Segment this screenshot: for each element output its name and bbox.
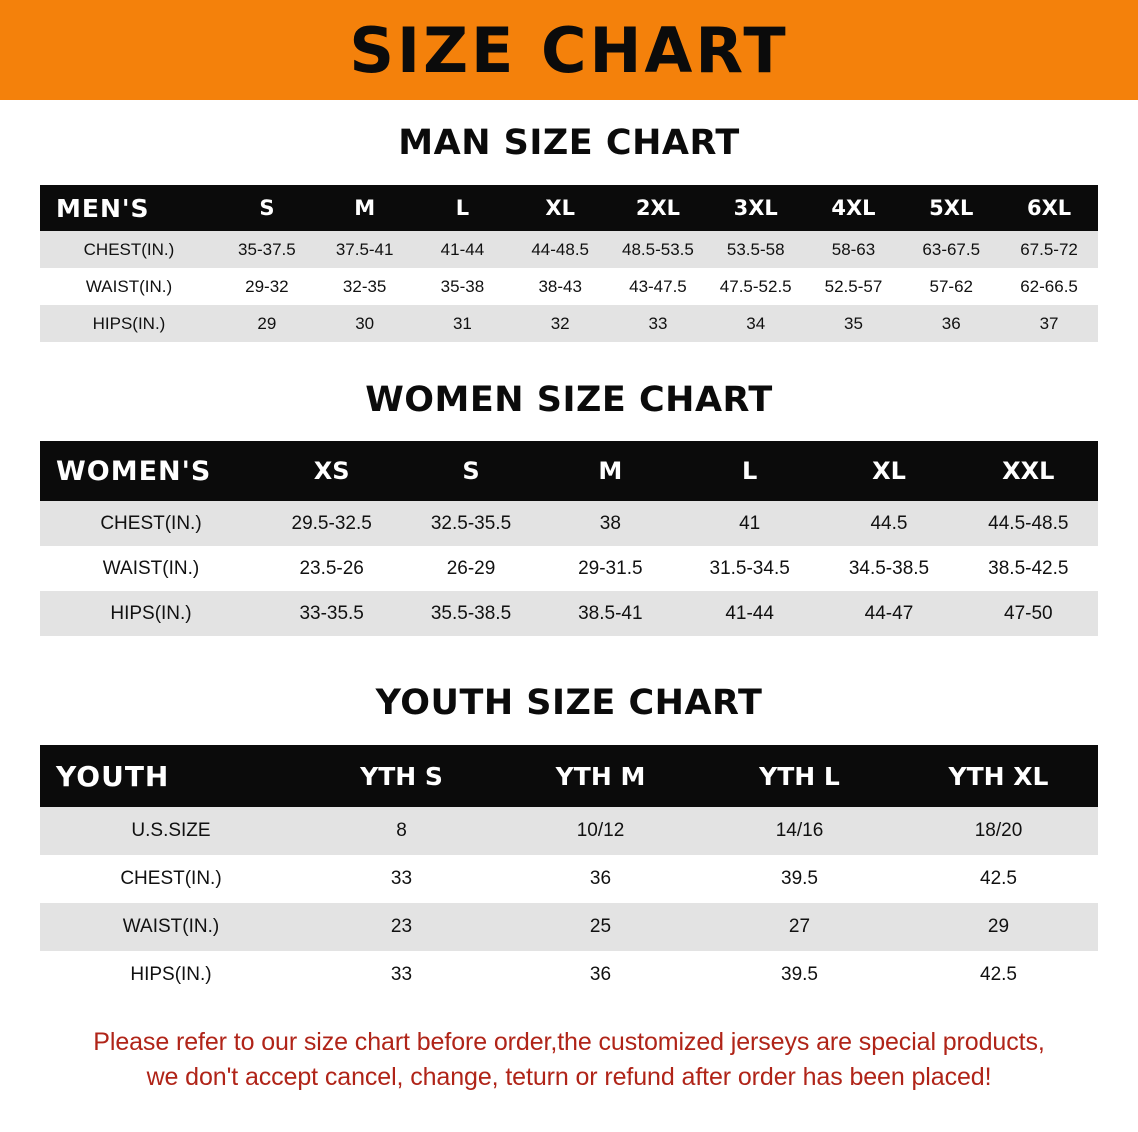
- man-row-0-cell-2: 41-44: [414, 231, 512, 268]
- youth-row-0-label: U.S.SIZE: [40, 807, 302, 855]
- women-row-1-cell-1: 26-29: [401, 546, 540, 591]
- youth-header-row: [40, 745, 1098, 807]
- women-col-0: XS: [262, 441, 401, 501]
- women-col-4: XL: [819, 441, 958, 501]
- women-row-2-label: HIPS(IN.): [40, 591, 262, 636]
- women-row-0-cell-3: 41: [680, 501, 819, 546]
- man-row-0-cell-1: 37.5-41: [316, 231, 414, 268]
- table-row: [40, 268, 1098, 305]
- youth-row-0-cell-1: 10/12: [501, 807, 700, 855]
- youth-col-3: YTH XL: [899, 745, 1098, 807]
- man-col-8: 6XL: [1000, 185, 1098, 231]
- table-row: [40, 903, 1098, 951]
- youth-row-2-cell-3: 29: [899, 903, 1098, 951]
- man-row-0-cell-4: 48.5-53.5: [609, 231, 707, 268]
- disclaimer-line-2: we don't accept cancel, change, teturn or refund after order has been placed!: [146, 1062, 992, 1091]
- table-row: [40, 951, 1098, 999]
- table-row: [40, 231, 1098, 268]
- youth-row-3-cell-3: 42.5: [899, 951, 1098, 999]
- youth-row-3-label: HIPS(IN.): [40, 951, 302, 999]
- man-row-0-cell-0: 35-37.5: [218, 231, 316, 268]
- women-row-0-cell-2: 38: [541, 501, 680, 546]
- disclaimer-note: [38, 1025, 1100, 1094]
- women-header-row: [40, 441, 1098, 501]
- man-col-3: XL: [511, 185, 609, 231]
- youth-section-title: YOUTH SIZE CHART: [375, 683, 763, 723]
- man-col-5: 3XL: [707, 185, 805, 231]
- women-row-1-label: WAIST(IN.): [40, 546, 262, 591]
- man-row-0-cell-7: 63-67.5: [902, 231, 1000, 268]
- women-row-2-cell-5: 47-50: [959, 591, 1098, 636]
- man-section-title: MAN SIZE CHART: [398, 123, 740, 163]
- man-row-1-cell-2: 35-38: [414, 268, 512, 305]
- man-col-1: M: [316, 185, 414, 231]
- youth-row-3-cell-0: 33: [302, 951, 501, 999]
- disclaimer-line-1: Please refer to our size chart before order,the customized jerseys are special products,: [93, 1028, 1045, 1056]
- man-row-0-cell-3: 44-48.5: [511, 231, 609, 268]
- youth-row-1-cell-3: 42.5: [899, 855, 1098, 903]
- youth-row-2-cell-1: 25: [501, 903, 700, 951]
- man-row-0-cell-6: 58-63: [805, 231, 903, 268]
- women-size-table-wrap: [40, 441, 1098, 636]
- youth-col-1: YTH M: [501, 745, 700, 807]
- women-header-label: WOMEN'S: [40, 441, 262, 501]
- man-row-1-cell-7: 57-62: [902, 268, 1000, 305]
- women-col-3: L: [680, 441, 819, 501]
- table-row: [40, 855, 1098, 903]
- youth-row-3-cell-1: 36: [501, 951, 700, 999]
- women-row-2-cell-3: 41-44: [680, 591, 819, 636]
- youth-row-1-label: CHEST(IN.): [40, 855, 302, 903]
- youth-row-2-cell-0: 23: [302, 903, 501, 951]
- man-table-header: [40, 185, 1098, 231]
- women-row-2-cell-4: 44-47: [819, 591, 958, 636]
- table-row: [40, 591, 1098, 636]
- women-col-5: XXL: [959, 441, 1098, 501]
- man-row-2-cell-5: 34: [707, 305, 805, 342]
- man-header-row: [40, 185, 1098, 231]
- youth-size-table: [40, 745, 1098, 999]
- man-header-label: MEN'S: [40, 185, 218, 231]
- women-row-1-cell-5: 38.5-42.5: [959, 546, 1098, 591]
- man-row-2-cell-7: 36: [902, 305, 1000, 342]
- youth-row-3-cell-2: 39.5: [700, 951, 899, 999]
- women-table-body: [40, 501, 1098, 636]
- man-row-2-label: HIPS(IN.): [40, 305, 218, 342]
- page-banner: [0, 0, 1138, 100]
- women-row-0-cell-1: 32.5-35.5: [401, 501, 540, 546]
- youth-row-1-cell-1: 36: [501, 855, 700, 903]
- table-row: [40, 501, 1098, 546]
- women-row-2-cell-2: 38.5-41: [541, 591, 680, 636]
- man-row-1-cell-6: 52.5-57: [805, 268, 903, 305]
- youth-col-0: YTH S: [302, 745, 501, 807]
- man-col-4: 2XL: [609, 185, 707, 231]
- youth-row-0-cell-0: 8: [302, 807, 501, 855]
- youth-row-2-cell-2: 27: [700, 903, 899, 951]
- man-row-2-cell-3: 32: [511, 305, 609, 342]
- youth-row-1-cell-0: 33: [302, 855, 501, 903]
- women-row-1-cell-2: 29-31.5: [541, 546, 680, 591]
- man-row-2-cell-8: 37: [1000, 305, 1098, 342]
- women-row-0-cell-5: 44.5-48.5: [959, 501, 1098, 546]
- youth-table-body: [40, 807, 1098, 999]
- man-row-2-cell-4: 33: [609, 305, 707, 342]
- women-size-table: [40, 441, 1098, 636]
- table-row: [40, 305, 1098, 342]
- page-title: SIZE CHART: [349, 14, 789, 87]
- man-col-0: S: [218, 185, 316, 231]
- man-row-1-cell-0: 29-32: [218, 268, 316, 305]
- women-row-2-cell-0: 33-35.5: [262, 591, 401, 636]
- man-row-0-cell-5: 53.5-58: [707, 231, 805, 268]
- man-row-2-cell-0: 29: [218, 305, 316, 342]
- man-row-0-label: CHEST(IN.): [40, 231, 218, 268]
- table-row: [40, 807, 1098, 855]
- women-section-title: WOMEN SIZE CHART: [365, 380, 773, 420]
- man-row-1-cell-3: 38-43: [511, 268, 609, 305]
- table-row: [40, 546, 1098, 591]
- man-size-table: [40, 185, 1098, 342]
- women-row-1-cell-3: 31.5-34.5: [680, 546, 819, 591]
- youth-size-table-wrap: [40, 745, 1098, 999]
- youth-row-0-cell-3: 18/20: [899, 807, 1098, 855]
- man-row-2-cell-1: 30: [316, 305, 414, 342]
- women-row-1-cell-4: 34.5-38.5: [819, 546, 958, 591]
- man-row-1-cell-5: 47.5-52.5: [707, 268, 805, 305]
- man-row-1-label: WAIST(IN.): [40, 268, 218, 305]
- youth-row-2-label: WAIST(IN.): [40, 903, 302, 951]
- women-table-header: [40, 441, 1098, 501]
- man-table-body: [40, 231, 1098, 342]
- women-row-2-cell-1: 35.5-38.5: [401, 591, 540, 636]
- man-row-2-cell-6: 35: [805, 305, 903, 342]
- man-row-0-cell-8: 67.5-72: [1000, 231, 1098, 268]
- youth-row-1-cell-2: 39.5: [700, 855, 899, 903]
- women-row-0-cell-4: 44.5: [819, 501, 958, 546]
- man-row-1-cell-1: 32-35: [316, 268, 414, 305]
- women-col-1: S: [401, 441, 540, 501]
- youth-col-2: YTH L: [700, 745, 899, 807]
- women-col-2: M: [541, 441, 680, 501]
- man-row-2-cell-2: 31: [414, 305, 512, 342]
- women-row-1-cell-0: 23.5-26: [262, 546, 401, 591]
- youth-table-header: [40, 745, 1098, 807]
- man-size-table-wrap: [40, 185, 1098, 342]
- women-row-0-cell-0: 29.5-32.5: [262, 501, 401, 546]
- man-row-1-cell-8: 62-66.5: [1000, 268, 1098, 305]
- youth-row-0-cell-2: 14/16: [700, 807, 899, 855]
- man-col-7: 5XL: [902, 185, 1000, 231]
- man-col-2: L: [414, 185, 512, 231]
- man-row-1-cell-4: 43-47.5: [609, 268, 707, 305]
- youth-header-label: YOUTH: [40, 745, 302, 807]
- man-col-6: 4XL: [805, 185, 903, 231]
- women-row-0-label: CHEST(IN.): [40, 501, 262, 546]
